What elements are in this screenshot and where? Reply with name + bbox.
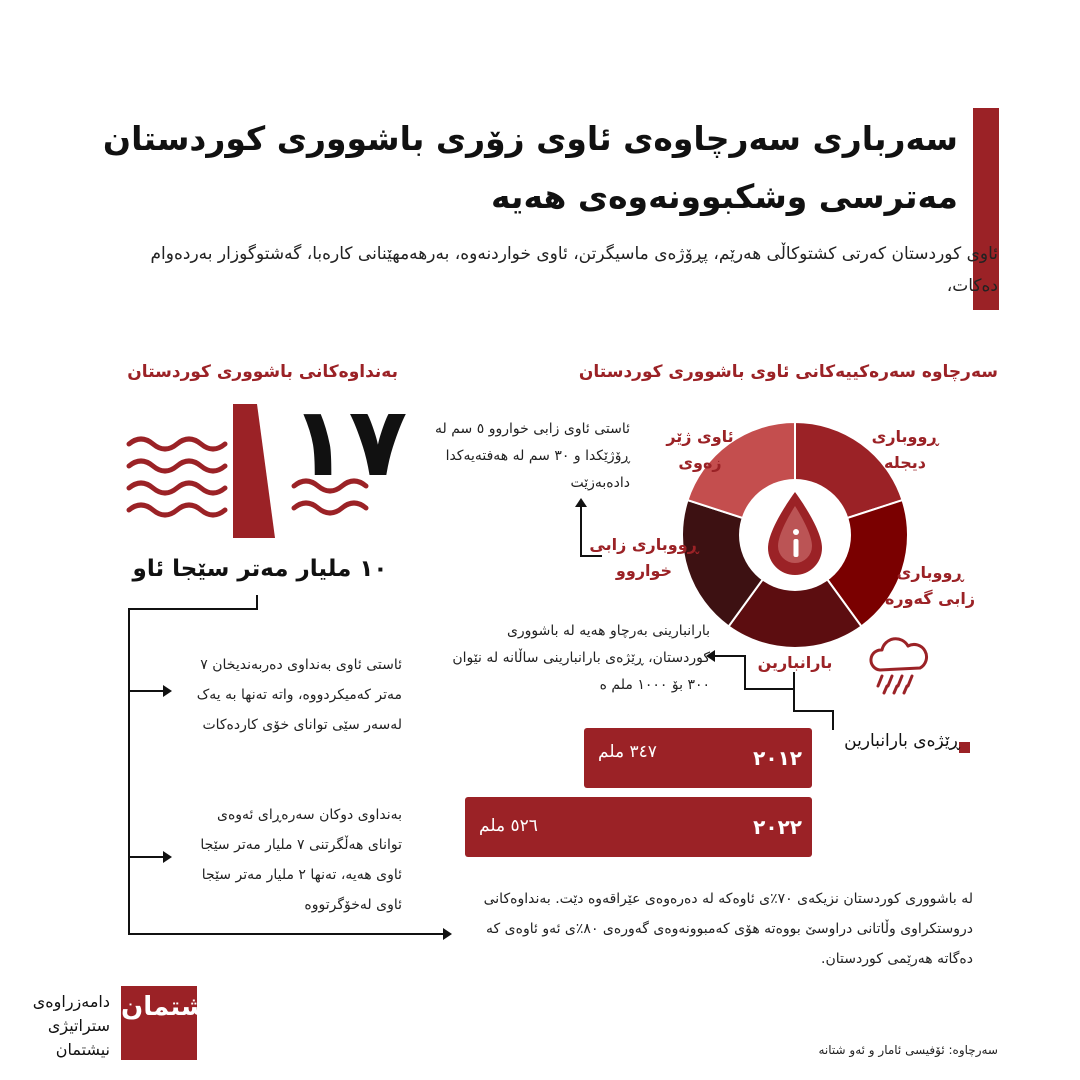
slice-label-rainfall: بارانبارین: [757, 653, 833, 672]
connector-line: [128, 690, 164, 692]
arrow-left-icon: [706, 650, 715, 662]
bar-year-label: ٢٠١٢: [753, 746, 802, 770]
rainfall-bar-2012: [584, 728, 812, 788]
arrow-right-icon: [443, 928, 452, 940]
logo: نیشتمان: [121, 986, 197, 1060]
connector-line: [832, 710, 834, 730]
legend-swatch: [959, 742, 970, 753]
connector-line: [793, 710, 833, 712]
source-credit: سەرچاوە: ئۆفیسی ئامار و ئەو شتانە: [818, 1043, 998, 1057]
slice-label-lesser-zab: ڕووباری زابی خواروو: [589, 535, 699, 580]
logo-text: دامەزراوەی ستراتیژی نیشتمان: [32, 992, 110, 1059]
arrow-right-icon: [163, 851, 172, 863]
dam-waves-icon: [125, 400, 285, 540]
connector-line: [128, 856, 164, 858]
bar-value-label: ٥٢٦ ملم: [479, 816, 538, 836]
connector-line: [715, 655, 745, 657]
slice-label-great-zab: ڕووباری زابی گەورە: [884, 563, 976, 608]
connector-line: [744, 688, 794, 690]
derbendikhan-note: ئاستی ئاوی بەنداوی دەربەندیخان ٧ مەتر کەمیکردووە، واتە تەنها بە یەک لەسەر سێی توانای خۆی کاردەکات: [196, 657, 402, 733]
connector-line: [256, 595, 258, 609]
dam-capacity: ١٠ ملیار مەتر سێجا ئاو: [132, 556, 388, 582]
connector-line: [580, 555, 602, 557]
connector-line: [128, 608, 130, 934]
rainfall-legend: ڕێژەی بارانبارین: [844, 731, 960, 751]
dams-heading: بەنداوەکانی باشووری کوردستان: [127, 362, 398, 382]
slice-label-tigris: ڕووباری دیجلە: [871, 427, 939, 472]
connector-line: [580, 505, 582, 557]
intro-text: ئاوی کوردستان کەرتی کشتوکاڵی هەرێم، پڕۆژەی ماسیگرتن، ئاوی خواردنەوە، بەرهەمهێنانی کارەبا، گەشتوگوزار بەردەوام دەکات،: [150, 244, 998, 296]
slice-label-groundwater: ئاوی ژێر زەوی: [666, 427, 734, 472]
water-origin-note: لە باشووری کوردستان نزیکەی ٧٠٪ی ئاوەکە لە دەرەوەی عێراقەوە دێت. بەنداوەکانی دروستکراوی وڵاتانی دراوسێ بووەتە هۆی کەمبوونەوەی گەورەی ٨٠٪ی ئەو ئاوەی کە دەگاتە هەرێمی کوردستان.: [483, 891, 973, 967]
connector-line: [128, 933, 444, 935]
arrow-right-icon: [163, 685, 172, 697]
rain-cloud-icon: [866, 632, 930, 696]
dam-count: ١٧: [290, 386, 408, 498]
connector-line: [793, 672, 795, 710]
arrow-up-icon: [575, 498, 587, 507]
rainfall-bar-2022: [465, 797, 812, 857]
sources-heading: سەرچاوە سەرەکییەکانی ئاوی باشووری کوردستان: [578, 362, 998, 382]
rain-note: بارانبارینی بەرچاو هەیە لە باشووری کوردستان، ڕێژەی بارانبارینی ساڵانە لە نێوان ٣٠٠ بۆ ١٠٠٠ ملم ە: [452, 623, 710, 693]
page-title: سەرباری سەرچاوەی ئاوی زۆری باشووری کوردستان مەترسی وشکبوونەوەی هەیە: [102, 119, 958, 216]
lesser-zab-note: ئاستی ئاوی زابی خواروو ٥ سم لە ڕۆژێکدا و ٣٠ سم لە هەفتەیەکدا دادەبەزێت: [434, 421, 630, 491]
bar-value-label: ٣٤٧ ملم: [598, 742, 657, 762]
connector-line: [744, 655, 746, 689]
connector-line: [128, 608, 258, 610]
dukan-note: بەنداوی دوکان سەرەڕای ئەوەی توانای هەڵگرتنی ٧ ملیار مەتر سێجا ئاوی هەیە، تەنها ٢ ملیار مەتر سێجا ئاوی لەخۆگرتووە: [200, 807, 402, 913]
bar-year-label: ٢٠٢٢: [753, 815, 802, 839]
